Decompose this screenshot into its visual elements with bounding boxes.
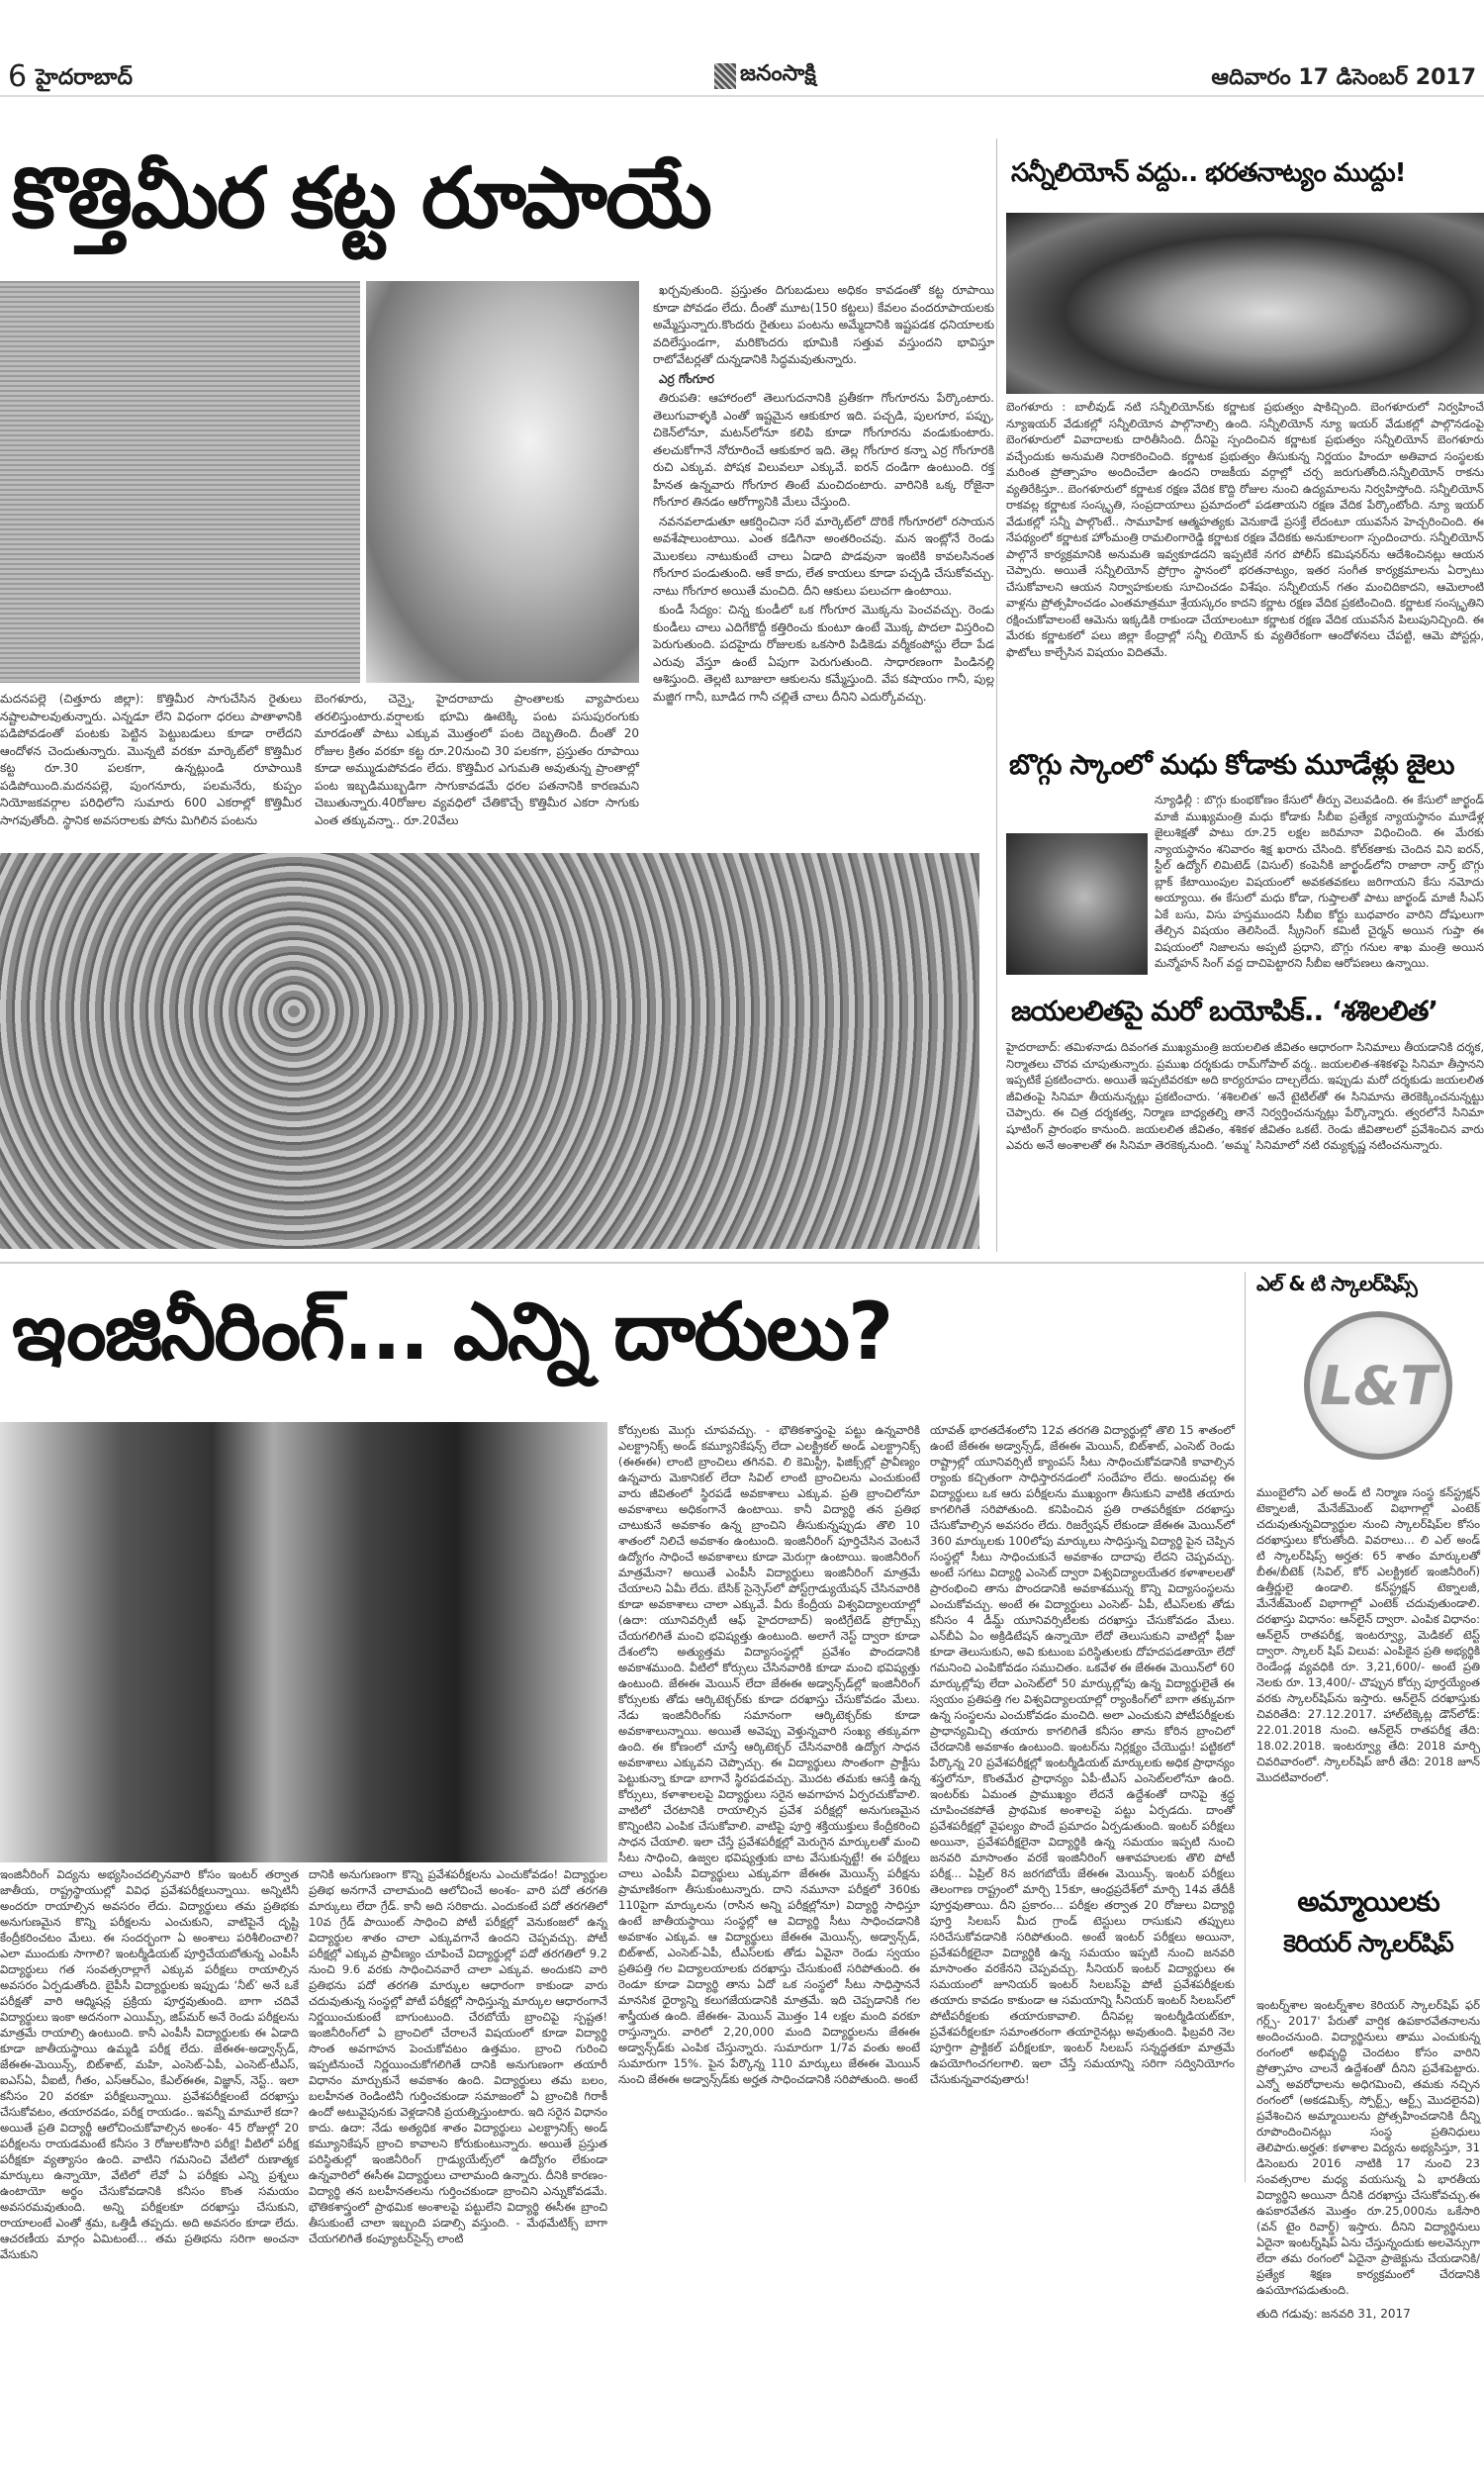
paragraph: నవనవలాడుతూ ఆకర్షించినా సరే మార్కెట్‌లో దొరికే గోంగూరలో రసాయన అవశేషాలుంటాయి. ఎంత కడిగినా అంతరించవు. మన ఇంట్లోనే రెండు మొలకలు నాటుకుంటే చాలు ఏడాది పొడవునా ఇంటికి కావలసినంత గోంగూర పండుతుంది. ఆకే కాదు, లేత కాయలు కూడా పచ్చడి చేసుకోవచ్చు. నాటు గోంగూర అయితే మంచిది. దీని ఆకులు పలుచగా ఉంటాయి.	[653, 514, 994, 598]
story-sunny-headline: సన్నీలియోన్ వద్దు.. భరతనాట్యం ముద్దు!	[1011, 158, 1406, 188]
paragraph: కుండీ సేద్యం: చిన్న కుండీలో ఒక గోంగూర మొక్కను పెంచవచ్చు. రెండు కుండీలు చాలు ఎదిగేకొద్దీ కత్తిరించు కుంటూ ఉంటే మొక్క పొదలా విస్తరించి పెరుగుతుంది. పదహైదు రోజులకు ఒకసారి పిడికెడు వర్మీకంపోస్టు లేదా పేడ ఎరువు వేస్తూ ఉంటే ఏపుగా పెరుగుతుంది. సాధారణంగా పిండినల్లి ఆశిస్తుంది. తెల్లటి బూజులా ఆకులను కమ్మేస్తుంది. వేప కషాయం గానీ, పుల్ల మజ్జిగ గానీ, బూడిద గానీ చల్లితే చాలు దీనిని ఎదుర్కోవచ్చు.	[653, 603, 994, 704]
girls-scholarship-headline-2: కెరియర్ స్కాలర్‌షిప్	[1283, 1930, 1453, 1957]
story-sunny-body: బెంగళూరు : బాలీవుడ్ నటి సన్నీలియోన్‌కు కర్ణాటక ప్రభుత్వం షాకిచ్చింది. బెంగళూరులో నిర్వహించే న్యూఇయర్ వేడుకల్లో సన్నీలియోన పాల్గొనాల్సి ఉంది. సన్నీలియోన్ న్యూ ఇయర్ వేడుకల్లో పాల్గొనడంపై బెంగళూరులో వివాదాలకు దారితీసింది. దీనిపై స్పందించిన కర్ణాటక ప్రభుత్వం సన్నీలియోన్ బెంగళూరు వచ్చేందుకు అనుమతి నిరాకరించింది. కర్ణాటక ప్రభుత్వం తీసుకున్న నిర్ణయం హిందూ అతివాద సంస్థలకు మరింత ప్రోత్సాహం అందించేలా ఉందని రాజకీయ వర్గాల్లో చర్చ జరుగుతోంది.సన్నీలియోన్ రాకను వ్యతిరేకిస్తూ.. బెంగళూరులో కర్ణాటక రక్షణ వేదిక కొద్ది రోజుల నుంచి ఉద్యమాలను నిర్వహిస్తోంది. సన్నీలియోన్ రాకవల్ల కర్ణాటక సంస్కృతి, సంప్రదాయాలు ప్రమాదంలో పడతాయని రక్షణ వేదిక పేర్కొంటోంది. న్యూ ఇయర్ వేడుకల్లో సన్నీ పాల్గొంటే.. సామూహిక ఆత్మహత్యకు వెనుకాడే ప్రసక్తే లేదంటూ యువసేన హెచ్చరించింది. ఈ నేపథ్యంలో కర్ణాటక హోంమంత్రి రామలింగారెడ్డి కర్ణాటక రక్షణ వేదికకు అనుకూలంగా స్పందించారు. సన్నీలియోన్ పాల్గొనే కార్యక్రమానికి అనుమతి ఇవ్వకూడదని ఇప్పటికే నగర పోలీస్ కమిషనర్‌ను ఆదేశించినట్లు ఆయన చెప్పారు. అయితే సన్నీలియోన్ ప్రోగ్రాం స్థానంలో భరతనాట్యం, ఇతర సంగీత కార్యక్రమాలను ఏర్పాటు చేసుకోవాలని ఆయన నిర్వాహకులకు సూచించడం విశేషం. సన్నీలియన్ గతం మంచిదికాదని, ఆమెలాంటి వాళ్లను ప్రోత్సహించడం ఎంతమాత్రమూ శ్రేయస్కరం కాదని కర్ణాట రక్షణ వేదిక ప్రకటించింది. కర్ణాటక సంస్కృతిని రక్షించుకోవాలంటే ఆమెను ఇక్కడికి రాకుండా చేయాలంటూ కర్ణాటక రక్షణ వేదిక యువసేన పిలుపునిచ్చింది. ఈ మేరకు కర్ణాటకలో పలు జిల్లా కేంద్రాల్లో సన్నీ లియోన్ కు వ్యతిరేకంగా ఆందోళనలు చేపట్టి, ఆమె పోస్టర్లు, ఫొటోలు కాల్చేసిన విషయం విదితమే.	[1006, 400, 1484, 659]
story-engineering-col-4: యావత్ భారతదేశంలోని 12వ తరగతి విద్యార్థుల్లో తొలి 15 శాతంలో ఉంటే జేఈఈ అడ్వాన్స్‌డ్, జేఈఈ మెయిన్, బిట్‌శాట్, ఎంసెట్ రెండు రాష్ట్రాల్లో యూనివర్సిటీ క్యాంపస్ సీటు సాధించుకోవడానికి కావాల్సిన ర్యాంకు కచ్చితంగా సాధిస్తారనడంలో సందేహం లేదు. అందువల్ల ఈ విద్యార్థులు ఒక ఆరు పరీక్షలను ముఖ్యంగా తీసుకుని వాటికి తయారు కాగలిగితే సరిపోతుంది. కనిపించిన ప్రతి రాతపరీక్షకూ దరఖాస్తు చేసుకోవాల్సిన అవసరం లేదు. రిజర్వేషన్ లేకుండా జేఈఈ మెయిన్‌లో 360 మార్కులకు 100లోపు మార్కులు సాధిస్తున్న విద్యార్థి పైన చెప్పిన సంస్థల్లో సీటు సాధించుకునే అవకాశం దాదాపు లేదని చెప్పవచ్చు. అంటే సగటు విద్యార్థి ఎంసెట్ ద్వారా విశ్వవిద్యాలయేతర కళాశాలలతో ప్రారంభించి తాను పొందడానికి అవకాశమున్న కొన్ని విద్యాసంస్థలను ఎంచుకోవచ్చు. అంటే ఈ విద్యార్థులు ఎంసెట్- ఏపీ, టీఎస్‌లకు తోడు కనీసం 4 డీమ్డ్ యూనివర్సిటీలకు దరఖాస్తు చేసుకోవడం మేలు. ఎన్‌బీఏ ఏం అక్రిడిటేషన్ ఉన్నాయో లేదో తెలుసుకుని వాటిల్లో ఫీజు కూడా తెలుసుకుని, అవి కుటుంబ పరిస్థితులకు దోహదపడతాయో లేదో గమనించి ఎంపికోవడం సముచితం. ఒకవేళ ఈ జేఈఈ మెయిన్‌లో 60 మార్కుల్లోపు లేదా ఎంసెట్‌లో 50 మార్కుల్లోపు ఉన్న విద్యార్థులైతే ఈ స్వయం ప్రతిపత్తి గల విశ్వవిద్యాలయాల్లో ర్యాంకింగ్‌లో బాగా తక్కువగా ఉన్న సంస్థలను ఎంచుకోవడం మంచిది. అలా ఎంచుకుని పోటీపరీక్షలకు ప్రాధాన్యమిచ్చి తయారు కాగలిగితే కనీసం తాను కోరిన బ్రాంచిలో చేరడానికి అవకాశం ఉంటుంది. ఇంటర్‌ను నిర్లక్ష్యం చేయొద్దు! పట్టికలో పేర్కొన్న 20 ప్రవేశపరీక్షల్లో ఇంటర్మీడియట్ మార్కులకు అధిక ప్రాధాన్యం శస్త్రలోనూ, కొంతమేర ప్రాధాన్యం ఏపీ-టీఎస్ ఎంసెట్‌లలోనూ ఉంది. ఇంటర్‌కు ఏమంత ప్రాముఖ్యం లేదనే ఉద్దేశంతో దానిపై శ్రద్ధ చూపించకపోతే ప్రాథమిక అంశాలపై పట్టు ఏర్పడదు. దాంతో ప్రవేశపరీక్షల్లో వైఫల్యం పొందే ప్రమాదం ఏర్పడుతుంది. ఇంటర్ పరీక్షలు అయినా, ప్రవేశపరీక్షలైనా విద్యార్థికి ఉన్న సమయం ఇప్పటి నుంచి జనవరి మాసాంతం వరకే ఇంజినీరింగ్ ఆశావహులకు తొలి పోటీ పరీక్ష... ఏప్రిల్ 8న జరగబోయే జేఈఈ మెయిన్స్. ఇంటర్ పరీక్షలు తెలంగాణ రాష్ట్రంలో మార్చి 15కూ, ఆంధ్రప్రదేశ్‌లో మార్చి 14వ తేదీకీ పూర్తవుతాయి. దీని ప్రకారం... పరీక్షల తర్వాత 20 రోజులు విద్యార్థి పూర్తి సిలబస్ మీద గ్రాండ్ టెస్టులు రాసుకుని తప్పులు సరిచేసుకోవడానికి సరిపోతుంది. అంటే ఇంటర్ పరీక్షలు అయినా, ప్రవేశపరీక్షలైనా విద్యార్థికి ఉన్న సమయం ఇప్పటి నుంచి జనవరి మాసాంతం వరకేనని చెప్పవచ్చు. సీనియర్ ఇంటర్ విద్యార్థులు ఈ సమయంలో జూనియర్ ఇంటర్ సిలబస్‌పై పోటీ ప్రవేశపరీక్షలకు తయారు కావడం కాకుండా ఆ సమయాన్ని సీనియర్ ఇంటర్ సిలబస్‌లో పోటీపరీక్షలకు తయారుకావాలి. దీనివల్ల ఇంటర్మీడియట్‌కూ, ప్రవేశపరీక్షలకూ సమాంతరంగా తయారైనట్లు అవుతుంది. ఫిబ్రవరి నెల పూర్తిగా ప్రాక్టికల్ పరీక్షలకూ, ఇంటర్ సిలబస్ సన్నద్ధతకూ మాత్రమే ఉపయోగించగలగాలి. ఇలా చేస్తే సమయాన్ని సరిగా సద్వినియోగం చేసుకున్నవారవుతారు!	[930, 1423, 1235, 2086]
story-engineering-col-2: దానికి అనుగుణంగా కొన్ని ప్రవేశపరీక్షలను ఎంచుకోవడం! విద్యార్థుల ప్రతిభ అనగానే చాలామంది ఆలోచించే అంశం- వారి పదో తరగతి మార్కులు లేదా గ్రేడ్. కానీ అది సరికాదు. ఎందుకంటే పదో తరగతిలో 10వ గ్రేడ్ పాయింట్ సాధించి పోటీ పరీక్షల్లో వెనుకంజలో ఉన్న విద్యార్థుల శాతం చాలా ఎక్కువగానే ఉందని చెప్పవచ్చు. పోటీ పరీక్షల్లో ఎక్కువ ప్రావీణ్యం చూపించే విద్యార్థుల్లో పదో తరగతిలో 9.2 నుంచి 9.6 వరకు సాధించినవారే చాలా ఎక్కువ. అందుకని వారి ప్రతిభను పదో తరగతి మార్కుల ఆధారంగా కాకుండా వారు చదువుతున్న సంస్థల్లో పోటీ పరీక్షల్లో సాధిస్తున్న మార్కుల ఆధారంగానే నిర్ణయించుకుంటే బాగుంటుంది. చేరబోయే బ్రాంచిపై స్పష్టత! ఇంజినీరింగ్‌లో ఏ బ్రాంచిలో చేరాలనే విషయంలో కూడా విద్యార్థి సొంత అవగాహన పెంచుకోవటం ఉత్తమం. బ్రాంచి గురించి ఇప్పటినుంచే నిర్ణయించుకోగలిగితే దానికి అనుగుణంగా తయారీ విధానం మార్చుకునే అవకాశం ఉంది. విద్యార్థులు తమ బలం, బలహీనత రెండింటినీ గుర్తించకుండా సమాజంలో ఏ బ్రాంచికి గిరాకీ ఉందో అటువైపునకు వెళ్లడానికి ప్రయత్నిస్తుంటారు. ఇది సరైన విధానం కాదు. ఉదా: నేడు అత్యధిక శాతం విద్యార్థులు ఎలక్ట్రానిక్స్ అండ్ కమ్యూనికేషన్ బ్రాంచి కావాలని కోరుకుంటున్నారు. అయితే ప్రస్తుత పరిస్థితుల్లో ఇంజినీరింగ్ గ్రాడ్యుయేట్స్‌లో ఉద్యోగం లేకుండా ఉన్నవారిలో ఈసీఈ విద్యార్థులు చాలామంది ఉన్నారు. దీనికి కారణం- విద్యార్థి తన బలహీనతలను గుర్తించకుండా బ్రాంచిని ఎన్నుకోవడమే. భౌతికశాస్త్రంలో ప్రాథమిక అంశాలపై పట్టులేని విద్యార్థి ఈసీఈ బ్రాంచి తీసుకుంటే చాలా ఇబ్బంది పడాల్సి వస్తుంది. - మేథమేటిక్స్ బాగా చేయగలిగితే కంప్యూటర్‌సైన్స్ లాంటి	[309, 1867, 607, 2245]
section-rule	[0, 1262, 1484, 1264]
girls-scholarship-body: ఇంటర్న్‌శాల ఇంటర్న్‌శాల కెరియర్ స్కాలర్‌షిప్ ఫర్ గర్ల్స్- 2017' పేరుతో వార్షిక ఉపకారవేతనాలను అందించనుంది. విద్యార్థినులు తాము ఎంచుకున్న రంగంలో అభివృద్ధి చెందటం కోసం వారిని ప్రోత్సాహం చాలనే ఉద్దేశంతో దీనిని ప్రవేశపెట్టారు. ఎన్నో అవరోధాలను అధిగమించి, తమకు నచ్చిన రంగంలో (అకడమిక్స్, స్పోర్ట్స్, ఆర్ట్స్ మొదలైనవి) ప్రవేశించిన అమ్మాయిలను ప్రోత్సహించడానికి దీన్ని రూపొందించినట్లు సంస్థ ప్రతినిధులు తెలిపారు.అర్హత: కళాశాల విద్యను అభ్యసిస్తూ, 31 డిసెంబరు 2016 నాటికి 17 నుంచి 23 సంవత్సరాల మధ్య వయసున్న ఏ భారతీయ విద్యార్థిని అయినా దీనికి దరఖాస్తు చేసుకోవచ్చు.ఈ ఉపకారవేతన మొత్తం రూ.25,000ను ఒకేసారి (వన్ టైం రివార్డ్) ఇస్తారు. దీనిని విద్యార్థినులు ఏదైనా ఇంటర్న్‌షిప్ ఏను చేస్తున్నందుకు అలవెన్సుగా లేదా తమ రంగంలో ఏదైనా ప్రాజెక్టును చేయడానికి/ప్రత్యేక శిక్షణ కార్యక్రమంలో చేరడానికి ఉపయోగపడుతుంది.	[1256, 1998, 1480, 2297]
photo-coriander-leaves	[0, 853, 979, 1249]
story-engineering-col-1: ఇంజినీరింగ్ విద్యను అభ్యసించదల్చినవారి కోసం ఇంటర్ తర్వాత జాతీయ, రాష్ట్రస్థాయుల్లో వివిధ ప్రవేశపరీక్షలున్నాయి. అన్నిటినీ అందరూ రాయాల్సిన అవసరం లేదు. విద్యార్థులు తమ ప్రతిభకు అనుగుణమైన కొన్ని పరీక్షలను ఎంచుకుని, వాటిపైనే దృష్టి కేంద్రీకరించటం మేలు. ఈ సందర్భంగా ఏ అంశాలు పరిశీలించాలి? ఎలా ముందుకు సాగాలి? ఇంటర్మీడియట్ పూర్తిచేయబోతున్న ఎంపీసీ విద్యార్థులు గత సంవత్సరాల్లాగే ఎక్కువ పరీక్షలు రాయాల్సిన అవసరం ఏర్పడుతోంది. బైపీసీ విద్యార్థులకు ఇప్పుడు ‘నీట్’ అనే ఒకే పరీక్షతో వారి ఆధ్మిషన్ల ప్రక్రియ పూర్తవుతుంది. బాగా చదివే విద్యార్థులు ఇంకా అదనంగా ఎయిమ్స్, జిప్‌మర్ అనే రెండు పరీక్షలను మాత్రమే రాయాల్సి ఉంటుంది. కానీ ఎంపీసీ విద్యార్థులకు ఈ ఏడాది కూడా జాతీయస్థాయి ఉమ్మడి పరీక్ష లేదు. జేఈఈ-అడ్వాన్స్‌డ్, జేఈఈ-మెయిన్స్, బిట్‌శాట్, మహి, ఎంసెట్-ఏపీ, ఎంసెట్-టీఎస్, ఐఎస్‌ఏ, వీఐటీ, గీతం, ఎస్‌ఆర్‌ఎం, కేఎల్‌ఈఈ, విజ్ఞాన్, నెస్ట్.. ఇలా కనీసం 20 వరకూ పరీక్షలున్నాయి. ప్రవేశపరీక్షలంటే దరఖాస్తు చేసుకోవటం, తయారవడం, పరీక్ష రాయడం.. ఇవన్నీ మామూలే కదా? అయితే ప్రతి విద్యార్థీ ఆలోచించుకోవాల్సిన అంశం- 45 రోజుల్లో 20 పరీక్షలను రాయడమంటే కనీసం 3 రోజులకోసారి పరీక్ష! వీటిలో పరీక్ష పరీక్షకూ వ్యత్యాసం ఉంది. వాటిని గమనించి వేటిలో రుణాత్మక మార్కులు ఉన్నాయో, వేటిలో లేవో ఏ పరీక్షకు ఎన్ని ప్రశ్నలు ఉంటాయో అర్థం చేసుకోవడానికి కనీసం కొంత సమయం అవసరమవుతుంది. అన్ని పరీక్షలకూ దరఖాస్తు చేసుకుని, రాయాలంటే ఎంతో శ్రమ, ఒత్తిడీ తప్పదు. అది అవసరం కూడా లేదు. ఆచరణీయ మార్గం ఏమిటంటే... తమ ప్రతిభను సరిగా అంచనా వేసుకుని	[0, 1867, 299, 2261]
issue-date: ఆదివారం 17 డిసెంబర్ 2017	[1211, 65, 1476, 90]
sidebar-rule	[1245, 1272, 1246, 2182]
lt-logo	[1304, 1311, 1452, 1460]
story-coriander-col-c	[653, 282, 994, 708]
subheading: ఎర్ర గోంగూర	[659, 371, 714, 386]
story-coriander-col-b: బెంగళూరు, చెన్నై, హైదరాబాదు ప్రాంతాలకు వ్యాపారులు తరలిస్తుంటారు.వర్షాలకు భూమి ఊటెక్కి పంట పసుపురంగుకు మారడంతో పాటు ఎక్కువ మొత్తంలో పంట దెబ్బతింది. దీంతో 20 రోజుల క్రితం వరకూ కట్ట రూ.20నుంచి 30 పలకగా, ప్రస్తుతం రూపాయి కూడా అమ్ముడుపోవడం లేదు. కొత్తిమీర ఎగుమతి అవుతున్న ప్రాంతాల్లో పంట ఇబ్బడిముబ్బడిగా సాగుకావడమే ధరల పతనానికి కారణమని చెబుతున్నారు.40రోజుల వ్యవధిలో చేతికొచ్చే కొత్తిమీర ఎకరా సాగుకు ఎంత తక్కువన్నా.. రూ.20వేలు	[315, 692, 639, 827]
photo-sunny-leone	[1006, 213, 1484, 394]
column-rule	[996, 139, 997, 1252]
lt-logo-text: L&T	[1319, 1354, 1438, 1417]
story-coal-headline: బొగ్గు స్కాంలో మధు కోడాకు మూడేళ్లు జైలు	[1009, 748, 1454, 781]
edition-city: హైదరాబాద్	[36, 65, 133, 90]
story-engineering-headline: ఇంజినీరింగ్... ఎన్ని దారులు?	[12, 1285, 892, 1378]
photo-float	[1006, 831, 1155, 974]
photo-students	[0, 1422, 607, 1862]
story-coal-body	[1006, 792, 1484, 974]
paragraph: తిరుపతి: ఆహారంలో తెలుగుదనానికి ప్రతీకగా గోంగూరను పేర్కొంటారు. తెలుగువాళ్ళకి ఎంతో ఇష్టమైన ఆకుకూర ఇది. పచ్చడి, పులగూర, పప్పు, చికెన్‌లోనూ, మటన్‌లోనూ కలిపి కూడా గోంగూరను వండుకుంటారు. తలచుకోగానే నోరూరించే ఆకుకూర ఇది. తెల్ల గోంగూర కన్నా ఎర్ర గోంగూరకి రుచి ఎక్కువ. పోషక విలువలూ ఎక్కువే. ఐరన్ దండిగా ఉంటుంది. రక్త హీనత ఉన్నవారు గోంగూర తింటే మంచిదంటారు. వారినికి ఒక్క రోజైనా గోంగూర తినడం ఆరోగ్యానికి మేలు చేస్తుంది.	[653, 391, 994, 509]
masthead-rule	[0, 95, 1484, 97]
story-jaya-headline: జయలలితపై మరో బయోపిక్.. ‘శశిలలిత’	[1011, 995, 1438, 1027]
photo-coriander-field	[0, 281, 360, 683]
paragraph: ఖర్చవుతుంది. ప్రస్తుతం దిగుబడులు అధికం కావడంతో కట్ట రూపాయి కూడా పోవడం లేదు. దీంతో మూట(150 కట్టలు) కేవలం వందరూపాయలకు అమ్మేస్తున్నారు.కొందరు రైతులు పంటను అమ్మేదానికి ఇష్టపడక ధనియాలకు వదిలేస్తుండగా, మరికొందరు భూమికి సత్తువ వస్తుందని భావిస్తూ రాటోవేటర్లతో దున్నడానికి సిద్ధమవుతున్నారు.	[653, 283, 994, 366]
lt-scholarship-headline: ఎల్ & టి స్కాలర్‌షిప్స్	[1256, 1272, 1417, 1295]
story-engineering-col-3: కోర్సులకు మొగ్గు చూపవచ్చు. - భౌతికశాస్త్రంపై పట్టు ఉన్నవారికి ఎలక్ట్రానిక్స్ అండ్ కమ్యూనికేషన్స్ లేదా ఎలక్ట్రికల్ అండ్ ఎలక్ట్రానిక్స్ (ఈఈఈ) లాంటి బ్రాంచిలు తగినవి. లి కెమిస్ట్రీ, ఫిజిక్స్‌ల్లో ప్రావీణ్యం ఉన్నవారు మెకానికల్ లేదా సివిల్ లాంటి బ్రాంచిలను ఎంచుకుంటే వారు జీవితంలో స్థిరపడే అవకాశాలు ఎక్కువ. ప్రతి బ్రాంచిలోనూ అవకాశాలు అధికంగానే ఉంటాయి. కానీ విద్యార్థి తన ప్రతిభ చాటుకునే అవకాశం ఉన్న బ్రాంచిని తీసుకున్నప్పుడు తొలి 10 శాతంలో నిలిచే అవకాశం ఉంటుంది. ఇంజినీరింగ్ పూర్తిచేసిన వెంటనే ఉద్యోగం సాధించే అవకాశాలు కూడా మెరుగ్గా ఉంటాయి. ఇంజినీరింగ్ మాత్రమేనా? అయితే ఎంపీసీ విద్యార్థులు ఇంజినీరింగ్ మాత్రమే చేయాలని ఏమీ లేదు. బేసిక్ సైన్సెస్‌లో పోస్ట్‌గ్రాడ్యుయేషన్ చేసినవారికి కూడా అవకాశాలు చాలా ఎక్కువే. వీరు కేంద్రీయ విశ్వవిద్యాలయాల్లో (ఉదా: యూనివర్సిటీ ఆఫ్ హైదరాబాద్) ఇంటిగ్రేటెడ్ ప్రోగ్రామ్స్ చేయగలిగితే మంచి భవిష్యత్తు ఉంటుంది. అలాగే నెస్ట్ ద్వారా కూడా దేశంలోని అత్యుత్తమ విద్యాసంస్థల్లో ప్రవేశం పొందడానికి అవకాశముంది. వీటిలో కోర్సులు చేసినవారికి కూడా మంచి భవిష్యత్తు ఉంటుంది. జేఈఈ మెయిన్ లేదా జేఈఈ అడ్వాన్స్‌డ్‌ల్లో ఇంజినీరింగ్ కోర్సులకు తోడు ఆర్కిటెక్చర్‌కు కూడా దరఖాస్తు చేసుకోవడం మేలు. నేడు ఇంజినీరింగ్‌కు సమానంగా ఆర్కిటెక్చర్‌కు కూడా అవకాశాలున్నాయి. అయితే అవెప్పు వెళ్తున్నవారి సంఖ్య తక్కువగా ఉంది. ఈ కోణంలో చూస్తే ఆర్కిటెక్చర్ చేసినవారికి ఉద్యోగ సాధన అవకాశాలు ఎక్కువని చెప్పొచ్చు. ఈ విద్యార్థులు సొంతంగా ప్రాక్టీసు పెట్టుకున్నా కూడా బాగానే స్థిరపడవచ్చు. మొదట తమకు ఆసక్తి ఉన్న కోర్సులు, కళాశాలలపై విద్యార్థులు సరైన అవగాహన ఏర్పరచుకోవాలి. వాటిలో చేరటానికి రాయాల్సిన ప్రవేశ పరీక్షల్లో అనుగుణమైన కొన్నింటిని ఎంపిక చేసుకోవాలి. వాటిపై పూర్తి శక్తియుక్తులు కేంద్రీకరించి సాధన చేయాలి. ఇలా చేస్తే ప్రవేశపరీక్షల్లో మెరుగైన మార్కులతో మంచి సీటు సాధించి, ఉజ్వల భవిష్యత్తుకు బాట వేసుకున్నట్టే! ఈ పరీక్షలు చాలు ఎంపీసీ విద్యార్థులు ఎక్కువగా జేఈఈ మెయిన్స్ పరీక్షను ప్రామాణికంగా తీసుకుంటున్నారు. దాని నమూనా పరీక్షలో 360కు 110పైగా మార్కులను (రాసిన అన్ని పరీక్షల్లోనూ) విద్యార్థి సాధిస్తూ ఉంటే జాతీయస్థాయి సంస్థల్లో ఆ విద్యార్థి సీటు సాధించడానికి అవకాశం ఎక్కువ. ఆ విద్యార్థులు జేఈఈ మెయిన్స్, అడ్వాన్స్‌డ్, బిట్‌శాట్, ఎంసెట్-ఏపీ, టీఎస్‌లకు తోడు ఏవైనా రెండు స్వయం ప్రతిపత్తి గల విద్యాలయాలకు దరఖాస్తు చేసుకుంటే సరిపోతుంది. ఈ రెండూ కూడా విద్యార్థి తాను ఏదో ఒక సంస్థలో సీటు సాధిస్తాననే మానసిక ధైర్యాన్ని కలుగజేయడానికి మాత్రమే. ఇది చెప్పడానికి గల శాస్త్రీయత ఉంది. జేఈఈ- మెయిన్ మొత్తం 14 లక్షల మంది వరకూ రాస్తున్నారు. వారిలో 2,20,000 మంది విద్యార్థులను జేఈఈ అడ్వాన్స్‌డ్‌కు ఎంపిక చేస్తున్నారు. సుమారుగా 1/7వ వంతు అంటే సుమారుగా 15%. పైన పేర్కొన్న 110 మార్కులు జేఈఈ మెయిన్ నుంచి జేఈఈ అడ్వాన్స్‌డ్‌కు అర్హత సాధించడానికి సరిపోతుంది. అంటే	[618, 1423, 920, 2086]
story-jaya-body: హైదరాబాద్: తమిళనాడు దివంగత ముఖ్యమంత్రి జయలలిత జీవితం ఆధారంగా సినిమాలు తీయడానికి దర్శక, నిర్మాతలు చొరవ చూపుతున్నారు. ప్రముఖ దర్శకుడు రామ్‌గోపాల్ వర్మ.. జయలలిత-శశికళపై సినిమా తీస్తానని ఇప్పటికే ప్రకటించారు. అయితే ఇప్పటివరకూ అది కార్యరూపం దాల్చలేదు. ఇప్పుడు మరో దర్శకుడు జయలలిత జీవితంపై సినిమా తీయనున్నట్లు ప్రకటించారు. ‘శశిలలిత’ అనే టైటిల్‌తో ఈ సినిమాను తెరకెక్కించనున్నట్టు చెప్పారు. ఈ చిత్ర దర్శకత్వ, నిర్మాణ బాధ్యతల్ని తానే నిర్వర్తించనున్నట్లు పేర్కొన్నారు. త్వరలోనే సినిమా షూటింగ్ ప్రారంభం కానుంది. జయలలిత జీవితం, శశికళ జీవితం ఒకటే. రెండు జీవితాలలో ప్రవేశించిన వారు ఎవరు అనే అంశాలతో ఈ సినిమా తెరకెక్కనుంది. ‘అమ్మ’ సినిమాలో నటి రమ్యకృష్ణ నటించనున్నారు.	[1006, 1040, 1484, 1152]
story-coriander-col-a: మదనపల్లె (చిత్తూరు జిల్లా): కొత్తిమీర సాగుచేసిన రైతులు నష్టాలపాలవుతున్నారు. ఎన్నడూ లేని విధంగా ధరలు పాతాళానికి పడిపోవడంతో పంటకు పెట్టిన పెట్టుబడులు కూడా రాలేదని ఆందోళన చెందుతున్నారు. మొన్నటి వరకూ మార్కెట్‌లో కొత్తిమీర కట్ట రూ.30 పలకగా, ఉన్నట్లుండి రూపాయికి పడిపోయింది.మదనపల్లె, పుంగనూరు, పలమనేరు, కుప్పం నియోజకవర్గాల పరిధిలోని సుమారు 600 ఎకరాల్లో కొత్తిమీర సాగవుతోంది. స్థానిక అవసరాలకు పోను మిగిలిన పంటను	[0, 692, 302, 827]
paragraph: న్యూఢిల్లీ : బొగ్గు కుంభకోణం కేసులో తీర్పు వెలువడింది. ఈ కేసులో జార్ఖండ్ మాజీ ముఖ్యమంత్రి మధు కోడాకు సీబీఐ ప్రత్యేక న్యాయస్థానం మూడేళ్ల జైలుశిక్షతో పాటు రూ.25 లక్షల జరిమానా విధించింది. ఈ మేరకు న్యాయస్థానం శనివారం శిక్ష ఖరారు చేసింది. కోల్‌కతాకు చెందిన విని ఐరన్, స్టీల్ ఉద్యోగ్ లిమిటెడ్ (విసుల్) కంపెనీకి జార్ఖండ్‌లోని రాజారా నార్త్ బొగ్గు బ్లాక్ కేటాయింపుల విషయంలో అవకతవకలు జరిగాయని కేసు నమోదు అయ్యాయి. ఈ కేసులో మధు కోడా, గుప్తాలతో పాటు జార్ఖండ్ మాజీ సీఎస్ ఏకే బసు, విసు హస్తముందని సీబీఐ కోర్టు బుధవారం వారిని దోషులుగా తేల్చిన విషయం తెలిసిందే. స్క్రీనింగ్ కమిటీ చైర్మన్ అయిన గుప్తా ఈ విషయంలో నిజాలను అప్పటి ప్రధాని, బొగ్గు గనుల శాఖ మంత్రి అయిన మన్మోహన్ సింగ్ వద్ద దాచిపెట్టారని సీబీఐ ఆరోపణలు ఉన్నాయి.	[1155, 793, 1484, 970]
lt-scholarship-body: ముంబైలోని ఎల్ అండ్ టి నిర్మాణ సంస్థ కన్‌స్ట్రక్షన్ టెక్నాలజీ, మేనేజ్‌మెంట్ విభాగాల్లో ఎంటెక్ చదువుతున్నవిద్యార్థుల నుంచి స్కాలర్‌షిప్‌ల కోసం దరఖాస్తులు కోరుతోంది. వివరాలు... లి ఎల్ అండ్ టి స్కాలర్‌షిప్స్ అర్హత: 65 శాతం మార్కులతో బీఈ/బీటెక్ (సివిల్, కోర్ ఎలక్ట్రికల్ ఇంజినీరింగ్) ఉత్తీర్ణులై ఉండాలి. కన్‌స్ట్రక్షన్ టెక్నాలజీ, మేనేజ్‌మెంట్ విభాగాల్లో ఎంటెక్ చదువుతుండాలి. దరఖాస్తు విధానం: ఆన్‌లైన్ ద్వారా. ఎంపిక విధానం: ఆన్‌లైన్ రాతపరీక్ష, ఇంటర్వ్యూ, మెడికల్ టెస్ట్ ద్వారా. స్కాలర్ షిప్ విలువ: ఎంపికైన ప్రతి అభ్యర్థికి రెండేండ్ల వ్యవధికి రూ. 3,21,600/- అంటే ప్రతి నెలకు రూ. 13,400/- చొప్పున కోర్సు పూర్తయ్యేంత వరకు స్కాలర్‌షిప్‌ను ఇస్తారు. ఆన్‌లైన్ దరఖాస్తుకు చివరితేది: 27.12.2017. హాల్‌టిక్కెట్ల డౌన్‌లోడ్: 22.01.2018 నుంచి. ఆన్‌లైన్ రాతపరీక్ష తేది: 18.02.2018. ఇంటర్వ్యూ తేది: 2018 మార్చి చివరివారంలో. స్కాలర్‌షిప్ జారీ తేది: 2018 జూన్ మొదటివారంలో.	[1256, 1485, 1480, 1784]
newspaper-logo: జనంసాక్షి	[714, 61, 816, 91]
girls-scholarship-headline-1: అమ్మాయిలకు	[1297, 1885, 1439, 1918]
girls-scholarship-deadline: తుది గడువు: జనవరి 31, 2017	[1256, 2307, 1411, 2321]
story-coriander-headline: కొత్తిమీర కట్ట రూపాయే	[12, 149, 710, 246]
logo-emblem-icon	[714, 63, 736, 89]
photo-gongura-plant	[366, 281, 639, 683]
page-number: 6	[8, 59, 28, 94]
